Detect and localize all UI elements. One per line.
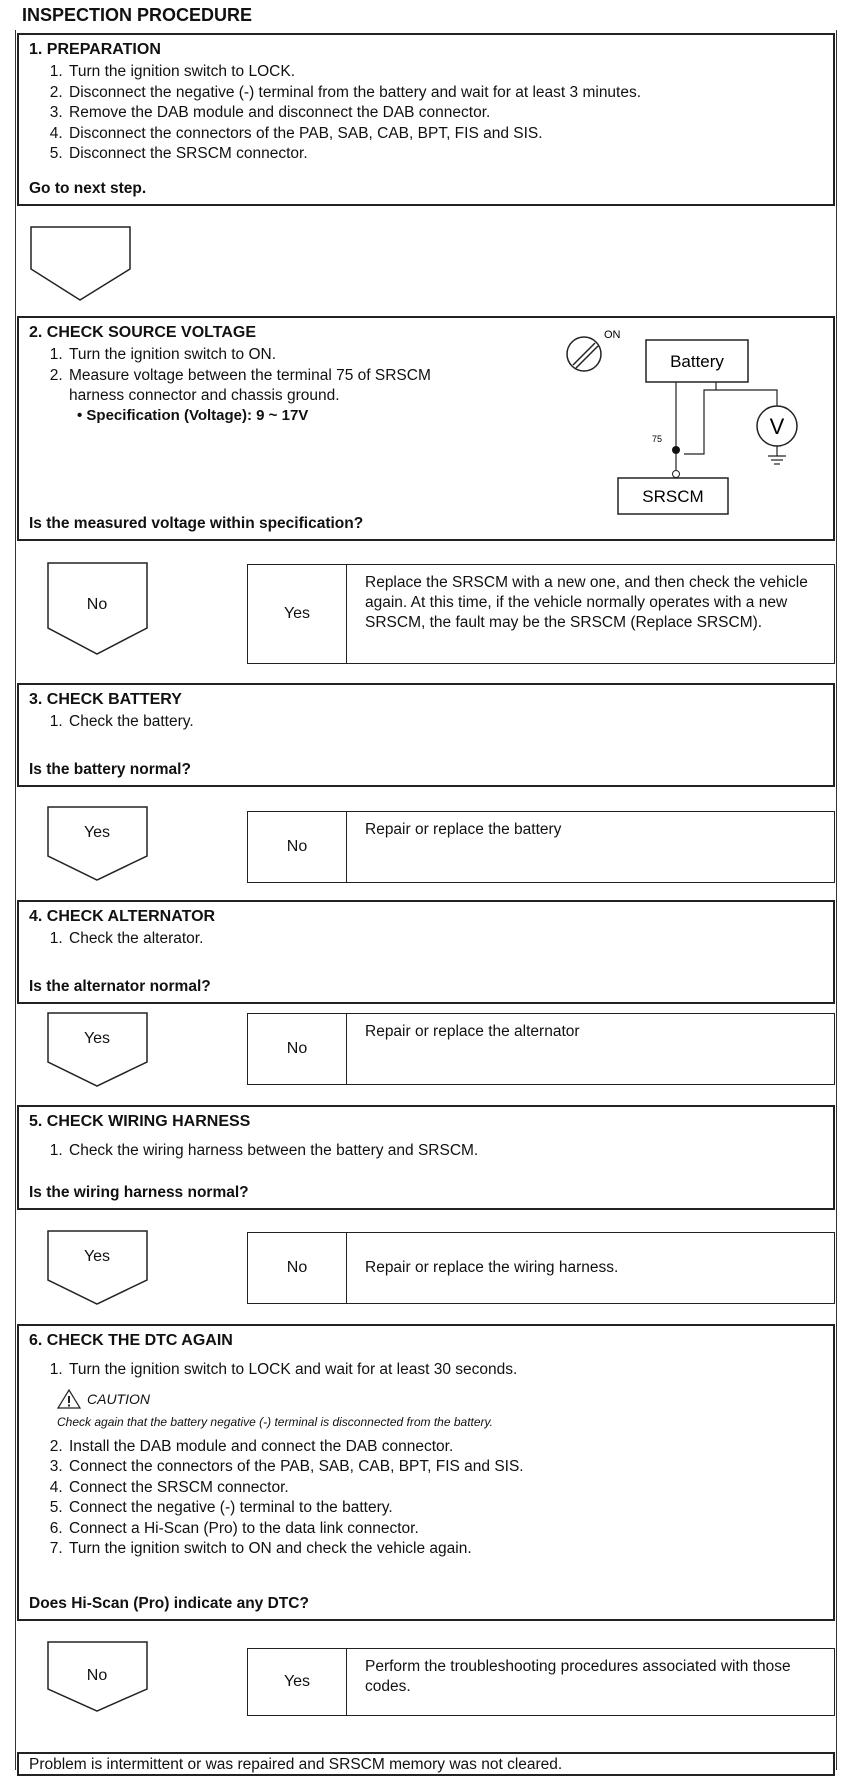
- outcome-description: Perform the troubleshooting procedures associated with those codes.: [365, 1658, 791, 1695]
- step-title: 4. CHECK ALTERNATOR: [29, 908, 216, 925]
- voltage-check-diagram: [564, 322, 824, 522]
- list-item: 7. Turn the ignition switch to ON and check the vehicle again.: [67, 1539, 823, 1560]
- outcome-answer: Yes: [248, 565, 347, 663]
- outcome-box: [247, 564, 835, 664]
- step-list: [29, 345, 487, 407]
- list-item: 4. Connect the SRSCM connector.: [67, 1478, 823, 1499]
- step-check-dtc-again: [17, 1324, 835, 1621]
- list-item: 6. Connect a Hi-Scan (Pro) to the data link connector.: [67, 1519, 823, 1540]
- list-item: 2. Disconnect the negative (-) terminal from the battery and wait for at least 3 minutes.: [67, 83, 823, 104]
- branch-label: Yes: [83, 1248, 111, 1265]
- list-item: 1. Check the battery.: [67, 712, 823, 733]
- srscm-label: SRSCM: [642, 487, 704, 506]
- outcome-box: [247, 1013, 835, 1085]
- terminal-label: 75: [652, 434, 663, 444]
- branch-label: Yes: [83, 824, 111, 841]
- step-list: [29, 712, 823, 733]
- step-preparation: [17, 33, 835, 206]
- result-row: [17, 1226, 835, 1314]
- branch-arrow: [47, 562, 147, 654]
- outcome-description: Repair or replace the wiring harness.: [365, 1259, 619, 1276]
- outcome-answer: No: [248, 812, 347, 882]
- flow-arrow-icon: [47, 806, 149, 882]
- list-item: 5. Connect the negative (-) terminal to the battery.: [67, 1498, 823, 1519]
- final-note: Problem is intermittent or was repaired and SRSCM memory was not cleared.: [17, 1752, 835, 1776]
- ground-icon: [768, 446, 786, 464]
- branch-label: Yes: [83, 1030, 111, 1047]
- step-title: 1. PREPARATION: [29, 41, 161, 58]
- flow-arrow-icon: [47, 1230, 149, 1306]
- step-list: [29, 929, 823, 950]
- terminal-node: [672, 446, 680, 454]
- branch-arrow: [47, 1641, 147, 1713]
- step-check-source-voltage: [17, 316, 835, 541]
- outcome-answer: No: [248, 1233, 347, 1303]
- outcome-answer: No: [248, 1014, 347, 1084]
- step-title: 5. CHECK WIRING HARNESS: [29, 1113, 251, 1130]
- result-row: [17, 1640, 835, 1740]
- result-row: [17, 559, 835, 667]
- list-item: 1. Turn the ignition switch to LOCK and wait for at least 30 seconds.: [67, 1360, 823, 1381]
- caution-heading: [57, 1389, 823, 1409]
- step-question: Is the wiring harness normal?: [29, 1184, 249, 1201]
- step-title: 6. CHECK THE DTC AGAIN: [29, 1332, 233, 1349]
- outcome-description: Repair or replace the battery: [365, 821, 562, 838]
- step-question: Is the alternator normal?: [29, 978, 211, 995]
- step-title: 3. CHECK BATTERY: [29, 691, 182, 708]
- step-check-wiring-harness: [17, 1105, 835, 1210]
- branch-label: No: [86, 1667, 108, 1684]
- list-item: 1. Turn the ignition switch to ON.: [67, 345, 487, 366]
- step-question: Is the battery normal?: [29, 761, 191, 778]
- step-question: Does Hi-Scan (Pro) indicate any DTC?: [29, 1595, 309, 1612]
- step-list: [29, 1360, 823, 1381]
- switch-on-label: ON: [604, 329, 621, 341]
- list-item: 2. Install the DAB module and connect the DAB connector.: [67, 1437, 823, 1458]
- branch-arrow: [47, 1230, 147, 1306]
- caution-text: Check again that the battery negative (-) terminal is disconnected from the battery.: [57, 1414, 493, 1429]
- list-item: 3. Remove the DAB module and disconnect the DAB connector.: [67, 103, 823, 124]
- step-check-alternator: [17, 900, 835, 1004]
- flow-arrow-icon: [47, 1012, 149, 1088]
- branch-arrow: [47, 1012, 147, 1088]
- step-question: Go to next step.: [29, 180, 147, 197]
- list-item: 2. Measure voltage between the terminal 75 of SRSCM harness connector and chassis ground.: [67, 366, 487, 407]
- list-item: 1. Check the wiring harness between the battery and SRSCM.: [67, 1141, 823, 1162]
- outcome-box: [247, 811, 835, 883]
- battery-label: Battery: [670, 352, 724, 371]
- list-item: 3. Connect the connectors of the PAB, SAB, CAB, BPT, FIS and SIS.: [67, 1457, 823, 1478]
- branch-arrow: [47, 806, 147, 882]
- next-step-arrow: [30, 226, 130, 302]
- step-check-battery: [17, 683, 835, 787]
- voltage-specification: • Specification (Voltage): 9 ~ 17V: [77, 407, 823, 424]
- outcome-description: Replace the SRSCM with a new one, and then check the vehicle again. At this time, if the vehicle normally operates with a new SRSCM, the fault may be the SRSCM (Replace SRSCM).: [365, 574, 808, 631]
- ignition-switch-icon: [567, 337, 601, 371]
- step-title: 2. CHECK SOURCE VOLTAGE: [29, 324, 256, 341]
- page-title: INSPECTION PROCEDURE: [22, 5, 253, 25]
- branch-label: No: [86, 596, 108, 613]
- step-list: [29, 1141, 823, 1162]
- outcome-answer: Yes: [248, 1649, 347, 1715]
- warning-icon: [57, 1389, 81, 1409]
- outcome-box: [247, 1232, 835, 1304]
- flow-arrow-icon: [30, 226, 132, 302]
- list-item: 1. Turn the ignition switch to LOCK.: [67, 62, 823, 83]
- list-item: 1. Check the alterator.: [67, 929, 823, 950]
- outcome-description: Repair or replace the alternator: [365, 1023, 580, 1040]
- voltmeter-label: V: [769, 414, 785, 439]
- outcome-box: [247, 1648, 835, 1716]
- list-item: 5. Disconnect the SRSCM connector.: [67, 144, 823, 165]
- step-question: Is the measured voltage within specification?: [29, 515, 364, 532]
- result-row: [17, 1010, 835, 1100]
- result-row: [17, 806, 835, 888]
- caution-title: CAUTION: [87, 1390, 150, 1407]
- list-item: 4. Disconnect the connectors of the PAB, SAB, CAB, BPT, FIS and SIS.: [67, 124, 823, 145]
- step-list: [29, 1437, 823, 1560]
- step-list: [29, 62, 823, 165]
- caution-block: [57, 1389, 823, 1429]
